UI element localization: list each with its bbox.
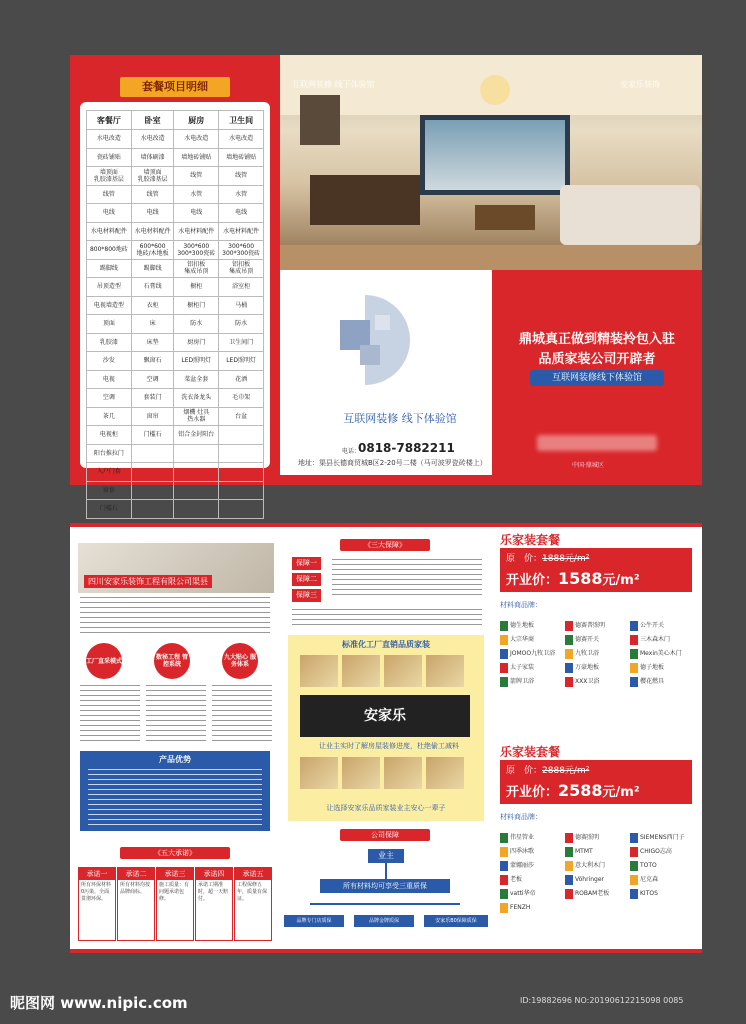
guarantee-3: 保障三	[292, 589, 321, 602]
brochure-outside	[70, 55, 702, 513]
brand-logo: Mexin美心木门	[630, 649, 690, 659]
brochure-inside	[70, 523, 702, 953]
circle-3-text	[212, 685, 272, 745]
package-2-orig	[500, 760, 692, 779]
table-cell: 花洒	[219, 370, 264, 389]
table-cell: 阳台推拉门	[87, 444, 132, 463]
table-cell	[174, 444, 219, 463]
package-title: 套餐项目明细	[120, 77, 230, 97]
brand-logo: 九牧卫浴	[565, 649, 625, 659]
table-cell: 门槛石	[87, 500, 132, 519]
brand-logo: 四季沐歌	[500, 847, 560, 857]
promise-card	[117, 867, 155, 941]
promise-card-body: 所有环保材料0污染，全面贯彻环保。	[81, 882, 112, 902]
brand-grid-2	[500, 833, 690, 913]
sale-unit: 元/m²	[602, 785, 640, 800]
table-cell: 台盆	[219, 407, 264, 426]
table-cell	[219, 481, 264, 500]
site-photo-4	[426, 757, 464, 789]
phone-number: 0818-7882211	[358, 441, 455, 455]
table-cell: 顶面	[87, 315, 132, 334]
brand-logo: 老板	[500, 875, 560, 885]
package-table	[86, 110, 264, 519]
table-cell: 卫生间门	[219, 333, 264, 352]
promise-card-title: 承诺四	[196, 868, 232, 880]
package-1-orig	[500, 548, 692, 567]
brand-logo: 尼克森	[630, 875, 690, 885]
table-cell: 水电材料配件	[219, 222, 264, 241]
table-cell: 橱柜	[174, 278, 219, 297]
table-cell	[219, 500, 264, 519]
site-photo-2	[342, 757, 380, 789]
promise-card	[195, 867, 233, 941]
blurred-logo	[537, 435, 657, 451]
brand-logo: 德赛开关	[565, 635, 625, 645]
hero-slogan-1: 鼎城真正做到精装拎包入驻	[518, 332, 675, 347]
brand-logo: 蒙娜丽莎	[500, 861, 560, 871]
company-logo	[340, 295, 410, 385]
living-room-photo	[280, 55, 702, 270]
table-cell: 水电材料配件	[87, 222, 132, 241]
table-row	[87, 241, 264, 260]
table-cell: 电视墙造型	[87, 296, 132, 315]
table-cell: 防水	[219, 315, 264, 334]
table-cell: 300*600 300*300瓷砖	[174, 241, 219, 260]
table-cell: LED照明灯	[174, 352, 219, 371]
orig-label: 原 价：	[506, 766, 543, 776]
all-materials-node: 所有材料均可享受三重质保	[320, 879, 450, 893]
table-cell: 电线	[131, 204, 174, 223]
sale-unit: 元/m²	[602, 573, 640, 588]
flow-line-h	[310, 903, 460, 905]
table-cell: 菜盆全套	[174, 370, 219, 389]
table-row	[87, 389, 264, 408]
table-cell: 门槛石	[131, 426, 174, 445]
table-cell: 毛巾架	[219, 389, 264, 408]
hero-slogan-2: 品质家装公司开辟者	[538, 352, 656, 367]
table-cell: 水电材料配件	[131, 222, 174, 241]
table-cell: 线管	[219, 167, 264, 186]
circle-1: 工厂直采模式	[86, 643, 122, 679]
table-cell	[174, 481, 219, 500]
intro-text	[80, 597, 270, 637]
table-cell: 水电改造	[174, 130, 219, 149]
factory-photo-2	[342, 655, 380, 687]
phone-label: 电话：	[342, 448, 361, 455]
package-table-card	[80, 102, 270, 513]
table-row	[87, 500, 264, 519]
table-cell	[131, 444, 174, 463]
table-cell: 水管	[219, 185, 264, 204]
guarantee-2: 保障二	[292, 573, 321, 586]
flow-line	[385, 863, 387, 879]
brand-logo: vatti华帝	[500, 889, 560, 899]
table-cell: 马桶	[219, 296, 264, 315]
brand-logo: XXX卫浴	[565, 677, 625, 687]
table-cell: 茶几	[87, 407, 132, 426]
promise-card-title: 承诺五	[235, 868, 271, 880]
sale-label: 开业价：	[506, 785, 559, 800]
table-cell: 乳胶漆	[87, 333, 132, 352]
table-cell: 水电材料配件	[174, 222, 219, 241]
photo-tag-right: 安家乐装饰	[620, 80, 660, 89]
brand-logo: 德赛普照明	[565, 621, 625, 631]
promise-card-title: 承诺三	[157, 868, 193, 880]
brand-logo: KITOS	[630, 889, 690, 899]
table-cell	[174, 463, 219, 482]
brand-logo: 万豪地板	[565, 663, 625, 673]
table-row	[87, 185, 264, 204]
promise-card-body: 施工质量：有问题承诺包修。	[159, 882, 190, 902]
table-cell: 线管	[87, 185, 132, 204]
table-cell: 铝扣板 集成吊顶	[219, 259, 264, 278]
table-cell	[219, 444, 264, 463]
table-cell: 铝合金封阳台	[174, 426, 219, 445]
table-cell: 橱柜门	[174, 296, 219, 315]
table-cell: 洗衣备龙头	[174, 389, 219, 408]
guarantee-title: 《三大保障》	[340, 539, 430, 551]
table-cell: 石膏线	[131, 278, 174, 297]
table-cell: 600*600 地砖/木地板	[131, 241, 174, 260]
table-cell: 水管	[174, 185, 219, 204]
table-row	[87, 333, 264, 352]
table-header: 卧室	[131, 111, 174, 130]
table-cell: 电线	[87, 204, 132, 223]
monitor-text: 让业主实时了解房屋装修进度，杜绝偷工减料	[319, 742, 459, 750]
table-row	[87, 148, 264, 167]
price-panel	[492, 523, 702, 953]
orig-price: 1888元/m²	[542, 554, 590, 564]
table-cell: 防水	[174, 315, 219, 334]
brand-logo: 德生地板	[500, 621, 560, 631]
guarantee-text	[332, 559, 482, 599]
table-cell: 水电改造	[87, 130, 132, 149]
table-row	[87, 481, 264, 500]
package-1-title: 乐家装套餐	[500, 533, 561, 547]
brand-logo: 意大利木门	[565, 861, 625, 871]
table-cell: 厨房门	[174, 333, 219, 352]
address: 地址：渠县长德商贸城B区2-20号二楼（马可波罗瓷砖楼上）	[298, 459, 487, 467]
factory-title: 标准化工厂直销品质家装	[342, 640, 430, 649]
table-cell: 吊顶造型	[87, 278, 132, 297]
circle-2-text	[146, 685, 206, 745]
table-row	[87, 407, 264, 426]
table-cell: 800*800地砖	[87, 241, 132, 260]
table-cell: 床垫	[131, 333, 174, 352]
table-cell: 窗帘	[131, 407, 174, 426]
table-row	[87, 130, 264, 149]
table-row	[87, 463, 264, 482]
table-cell: 墙顶面 乳胶漆基层	[131, 167, 174, 186]
table-cell	[219, 426, 264, 445]
factory-photo-1	[300, 655, 338, 687]
table-cell: 飘窗石	[131, 352, 174, 371]
table-cell: 入户门套	[87, 463, 132, 482]
table-header: 卫生间	[219, 111, 264, 130]
promise-card-body: 所有材料均按品牌商标。	[120, 882, 151, 895]
table-cell: 套装门	[131, 389, 174, 408]
table-cell: 线管	[174, 167, 219, 186]
table-row	[87, 167, 264, 186]
brand-logo: 德赛照明	[565, 833, 625, 843]
brand-title-2: 材料商品牌：	[500, 813, 542, 821]
owner-node: 业主	[368, 849, 404, 863]
guarantee-1: 保障一	[292, 557, 321, 570]
brand-logo: MTMT	[565, 847, 625, 857]
table-cell: 墙地砖铺贴	[174, 148, 219, 167]
table-cell: 线管	[131, 185, 174, 204]
orig-label: 原 价：	[506, 554, 543, 564]
brand-logo: 樱花燃具	[630, 677, 690, 687]
site-photo-1	[300, 757, 338, 789]
table-cell: 墙体刷漆	[131, 148, 174, 167]
package-2-sale	[500, 779, 692, 804]
company-banner: 四川安家乐装饰工程有限公司渠县	[84, 575, 212, 588]
table-cell: 烟機 灶具 热水器	[174, 407, 219, 426]
table-cell: 踢脚线	[131, 259, 174, 278]
table-cell: 水电改造	[219, 130, 264, 149]
promise-card-body: 承诺工期准时，超一天赔付。	[198, 882, 229, 902]
brand-title-1: 材料商品牌：	[500, 601, 542, 609]
guarantee-note	[292, 609, 482, 627]
table-cell: 空调	[131, 370, 174, 389]
sale-price: 2588	[558, 781, 603, 800]
table-row	[87, 444, 264, 463]
bottom-slogan: 让选择安家乐品质家装业主安心一辈子	[326, 804, 446, 812]
brand-logo: ROBAM老板	[565, 889, 625, 899]
promise-card	[234, 867, 272, 941]
table-cell: 电线	[174, 204, 219, 223]
table-cell: 沙发	[87, 352, 132, 371]
table-cell	[219, 463, 264, 482]
sale-price: 1588	[558, 569, 603, 588]
table-row	[87, 259, 264, 278]
table-cell: 浴室柜	[219, 278, 264, 297]
table-cell: 瓷砖铺贴	[87, 148, 132, 167]
brand-logo: 太子家装	[500, 663, 560, 673]
table-cell: 踢脚线	[87, 259, 132, 278]
table-row	[87, 352, 264, 371]
flow-item-1: 品牌专门店质保	[284, 915, 344, 927]
table-row	[87, 204, 264, 223]
package-1-sale	[500, 567, 692, 592]
brand-logo: 伟星管业	[500, 833, 560, 843]
promise-card-title: 承诺二	[118, 868, 154, 880]
promise-card-body: 工程保修五年，质量有保证。	[237, 882, 268, 902]
table-cell: 电视柜	[87, 426, 132, 445]
table-cell: 空调	[87, 389, 132, 408]
flow-item-2: 品牌金牌质保	[354, 915, 414, 927]
table-cell	[174, 500, 219, 519]
hero-slogan-3: 互联网装修线下体验馆	[530, 370, 664, 386]
circle-1-text	[80, 685, 140, 745]
watermark-left: 昵图网 www.nipic.com	[10, 994, 188, 1012]
brand-grid-1	[500, 621, 690, 687]
package-2	[500, 743, 692, 911]
brand-logo: SIEMENS西门子	[630, 833, 690, 843]
table-cell: 电线	[219, 204, 264, 223]
table-row	[87, 222, 264, 241]
watermark-right: ID:19882696 NO:20190612215098 0085	[520, 996, 684, 1005]
promise-card	[156, 867, 194, 941]
advantages-box	[80, 751, 270, 831]
city-tag: 中国·鼎城区	[572, 462, 604, 469]
table-cell: 300*600 300*300瓷砖	[219, 241, 264, 260]
site-photo-3	[384, 757, 422, 789]
promise-card	[78, 867, 116, 941]
table-cell: 衣柜	[131, 296, 174, 315]
brand-logo: Vöhringer	[565, 875, 625, 885]
circle-3: 九大贴心 服务体系	[222, 643, 258, 679]
factory-photo-4	[426, 655, 464, 687]
table-cell	[131, 481, 174, 500]
intro-panel	[70, 523, 280, 953]
table-header: 厨房	[174, 111, 219, 130]
table-row	[87, 370, 264, 389]
brand-logo: JOMOO九牧卫浴	[500, 649, 560, 659]
table-row	[87, 296, 264, 315]
brand-logo: FENZH	[500, 903, 560, 913]
table-cell: 床	[131, 315, 174, 334]
brand-logo: 箭牌卫浴	[500, 677, 560, 687]
factory-photo-3	[384, 655, 422, 687]
hero-red-panel	[492, 270, 702, 485]
monitor-banner: 安家乐	[300, 695, 470, 737]
table-row	[87, 278, 264, 297]
table-cell	[131, 500, 174, 519]
brand-logo: TOTO	[630, 861, 690, 871]
promise-title: 《五大承诺》	[120, 847, 230, 859]
package-1	[500, 531, 692, 685]
table-cell: 墙顶面 乳胶漆基层	[87, 167, 132, 186]
table-cell: 窗套	[87, 481, 132, 500]
advantages-text	[88, 769, 262, 829]
advantages-title: 产品优势	[159, 755, 191, 764]
package-panel	[70, 55, 280, 513]
table-cell: 墙地砖铺贴	[219, 148, 264, 167]
table-cell	[131, 463, 174, 482]
package-2-title: 乐家装套餐	[500, 745, 561, 759]
table-cell: 电视	[87, 370, 132, 389]
brand-logo: 大宗华商	[500, 635, 560, 645]
brand-logo: 公牛开关	[630, 621, 690, 631]
orig-price: 2888元/m²	[542, 766, 590, 776]
table-row	[87, 426, 264, 445]
brand-logo: 德子地板	[630, 663, 690, 673]
brand-logo: CHIGO志高	[630, 847, 690, 857]
bottom-bar	[280, 475, 492, 485]
guarantee-panel	[280, 523, 492, 953]
promise-card-title: 承诺一	[79, 868, 115, 880]
table-cell: 水电改造	[131, 130, 174, 149]
sale-label: 开业价：	[506, 573, 559, 588]
photo-tag-left: 互联网装修 线下体验馆	[292, 80, 375, 89]
circle-2: 数秘工程 管控系统	[154, 643, 190, 679]
table-header: 客餐厅	[87, 111, 132, 130]
table-cell: 铝扣板 集成吊顶	[174, 259, 219, 278]
company-guarantee-title: 公司保障	[340, 829, 430, 841]
table-row	[87, 315, 264, 334]
flow-item-3: 安家乐B0保障质保	[424, 915, 488, 927]
brand-logo: 三木森木门	[630, 635, 690, 645]
table-cell: LED照明灯	[219, 352, 264, 371]
middle-slogan: 互联网装修 线下体验馆	[343, 412, 457, 425]
